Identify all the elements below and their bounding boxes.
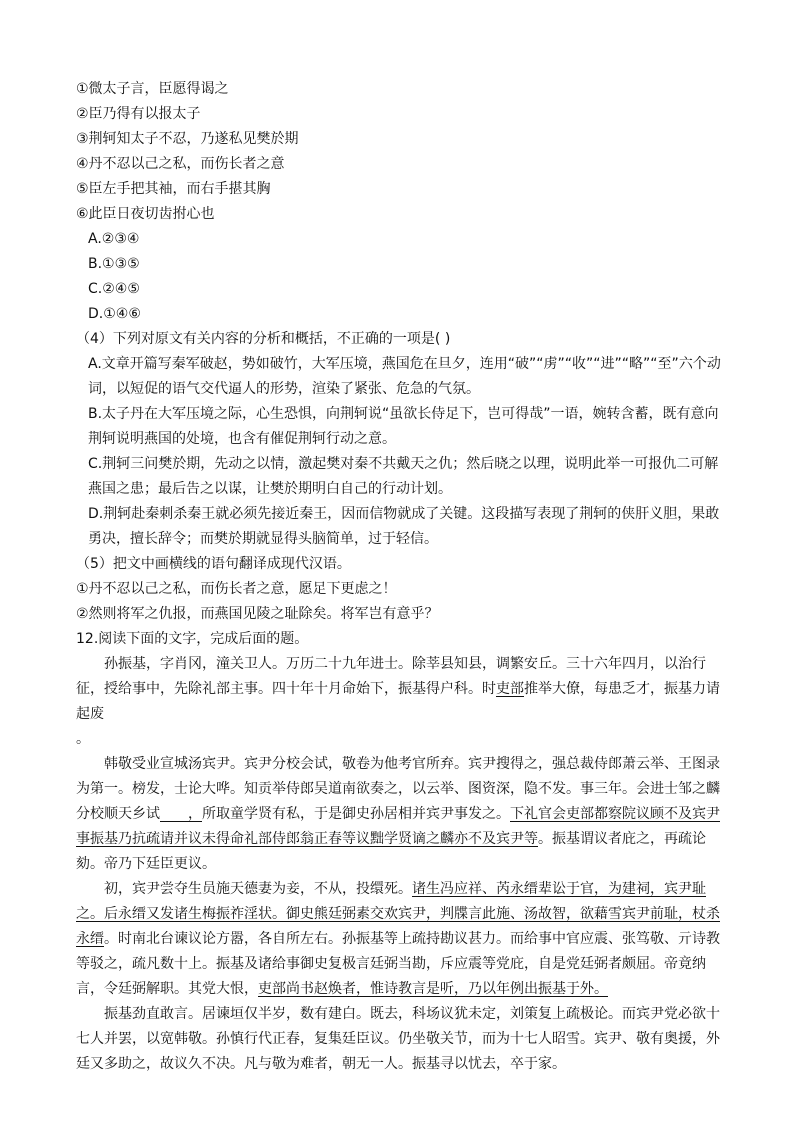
sentence-item-6: ⑥此臣日夜切齿拊心也 [76, 206, 215, 222]
p3-text-c: 。时南北台谏议论方嚣，各自所左右。孙振基等上疏持勘议甚力。而给事中官应震、张笃敬、亓诗教等驳之，疏凡数十上。振基及诸给事御史复极言廷弼当勘，斥应震等党庇，自是党廷弼者颇屈。帝竟纳言，令廷弼解职。其党大恨， [76, 931, 720, 997]
document-page [76, 77, 722, 1077]
q5-stem: （5）把文中画横线的语句翻译成现代汉语。 [76, 556, 351, 572]
sentence-item-5: ⑤臣左手把其袖，而右手揕其胸 [76, 181, 271, 197]
p1-text-a: 孙振基，字肖冈，潼关卫人。万历二十九年进士。除莘县知县，调繁安丘。三十六年四月，以治行征，授给事中，先除礼部主事。四十年十月命始下，振基得户科。时 [76, 656, 706, 697]
q5-sentence-1: ①丹不忍以己之私，而伤长者之意，愿足下更虑之！ [76, 581, 397, 597]
q3-option-d: D.①④⑥ [88, 306, 141, 322]
passage-paragraph-3 [76, 877, 722, 1002]
q4-option-d: D.荆轲赴秦刺杀秦王就必须先接近秦王，因而信物就成了关键。这段描写表现了荆轲的侠肝义胆，果敢勇决，擅长辞令；而樊於期就显得头脑简单，过于轻信。 [88, 506, 720, 547]
sentence-item-4: ④丹不忍以己之私，而伤长者之意 [76, 156, 285, 172]
sentence-item-2: ②臣乃得有以报太子 [76, 106, 201, 122]
p1-underlined: 吏部 [496, 681, 524, 697]
p2-text-c: 。振基谓议者庇之，再疏论劾。帝乃下廷臣更议。 [76, 831, 706, 872]
p3-text-b: 后永缙又发诸生梅振祚淫状。御史熊廷弼素交欢宾尹，判牒言此施、汤故智，欲藉雪宾尹前耻，杖杀永缙 [76, 906, 720, 947]
p3-underlined-1: 诸生冯应祥、芮永缙辈讼于官，为建祠，宾尹耻之。 [76, 881, 706, 922]
q4-option-b: B.太子丹在大军压境之际，心生恐惧，向荆轲说“虽欲长侍足下，岂可得哉”一语，婉转含蓄，既有意向荆轲说明燕国的处境，也含有催促荆轲行动之意。 [88, 406, 719, 447]
q4-stem: （4）下列对原文有关内容的分析和概括，不正确的一项是( ) [76, 331, 451, 347]
p2-text-b: 所取童学贤有私，于是御史孙居相并宾尹事发之。 [202, 806, 510, 822]
sentence-item-3: ③荆轲知太子不忍，乃遂私见樊於期 [76, 131, 299, 147]
sentence-item-1: ①微太子言，臣愿得谒之 [76, 81, 229, 97]
q3-option-b: B.①③⑤ [88, 256, 140, 272]
q5-sentence-2: ②然则将军之仇报，而燕国见陵之耻除矣。将军岂有意乎？ [76, 606, 439, 622]
q4-option-c: C.荆轲三问樊於期，先动之以情，激起樊对秦不共戴天之仇；然后晓之以理，说明此举一可报仇二可解燕国之患；最后告之以谋，让樊於期明白自己的行动计划。 [88, 456, 719, 497]
q12-stem: 12.阅读下面的文字，完成后面的题。 [76, 631, 309, 647]
q3-option-c: C.②④⑤ [88, 281, 140, 297]
passage-paragraph-1 [76, 652, 722, 752]
passage-paragraph-2 [76, 752, 722, 877]
passage-paragraph-4: 振基劲直敢言。居谏垣仅半岁，数有建白。既去，科场议犹未定，刘策复上疏极论。而宾尹党必欲十七人并罢，以宽韩敬。孙慎行代正春，复集廷臣议。仍坐敬关节，而为十七人昭雪。宾尹、敬有奥援，外廷又多助之，故议久不决。凡与敬为难者，朝无一人。振基寻以忧去，卒于家。 [76, 1006, 720, 1072]
q3-option-a: A.②③④ [88, 231, 140, 247]
p2-underlined-sentence: 下礼官会吏部都察院议顾不及宾尹事振基乃抗疏请并议未得命礼部侍郎翁正春等议黜学贤谪之麟亦不及宾尹等 [76, 806, 720, 847]
p1-text-c: 。 [76, 731, 90, 747]
p1-text-b: 推举大僚，每患乏才，振基力请起废 [76, 681, 720, 722]
p2-text-a: 韩敬受业宣城汤宾尹。宾尹分校会试，敬卷为他考官所弃。宾尹搜得之，强总裁侍郎萧云举、王图录为第一。榜发，士论大哗。知贡举侍郎吴道南欲奏之，以云举、图资深，隐不发。事三年。会进士邹之麟分校顺天乡试 [76, 756, 720, 822]
q4-option-a: A.文章开篇写秦军破赵，势如破竹，大军压境，燕国危在旦夕，连用“破”“虏”“收”“进”“略”“至”六个动词，以短促的语气交代逼人的形势，渲染了紧张、危急的气氛。 [88, 356, 721, 397]
p2-blank: ， [160, 806, 202, 822]
p3-text-a: 初，宾尹尝夺生员施天德妻为妾，不从，投缳死。 [104, 881, 412, 897]
p3-underlined-2: 吏部尚书赵焕者，惟诗教言是听，乃以年例出振基于外。 [258, 981, 608, 997]
